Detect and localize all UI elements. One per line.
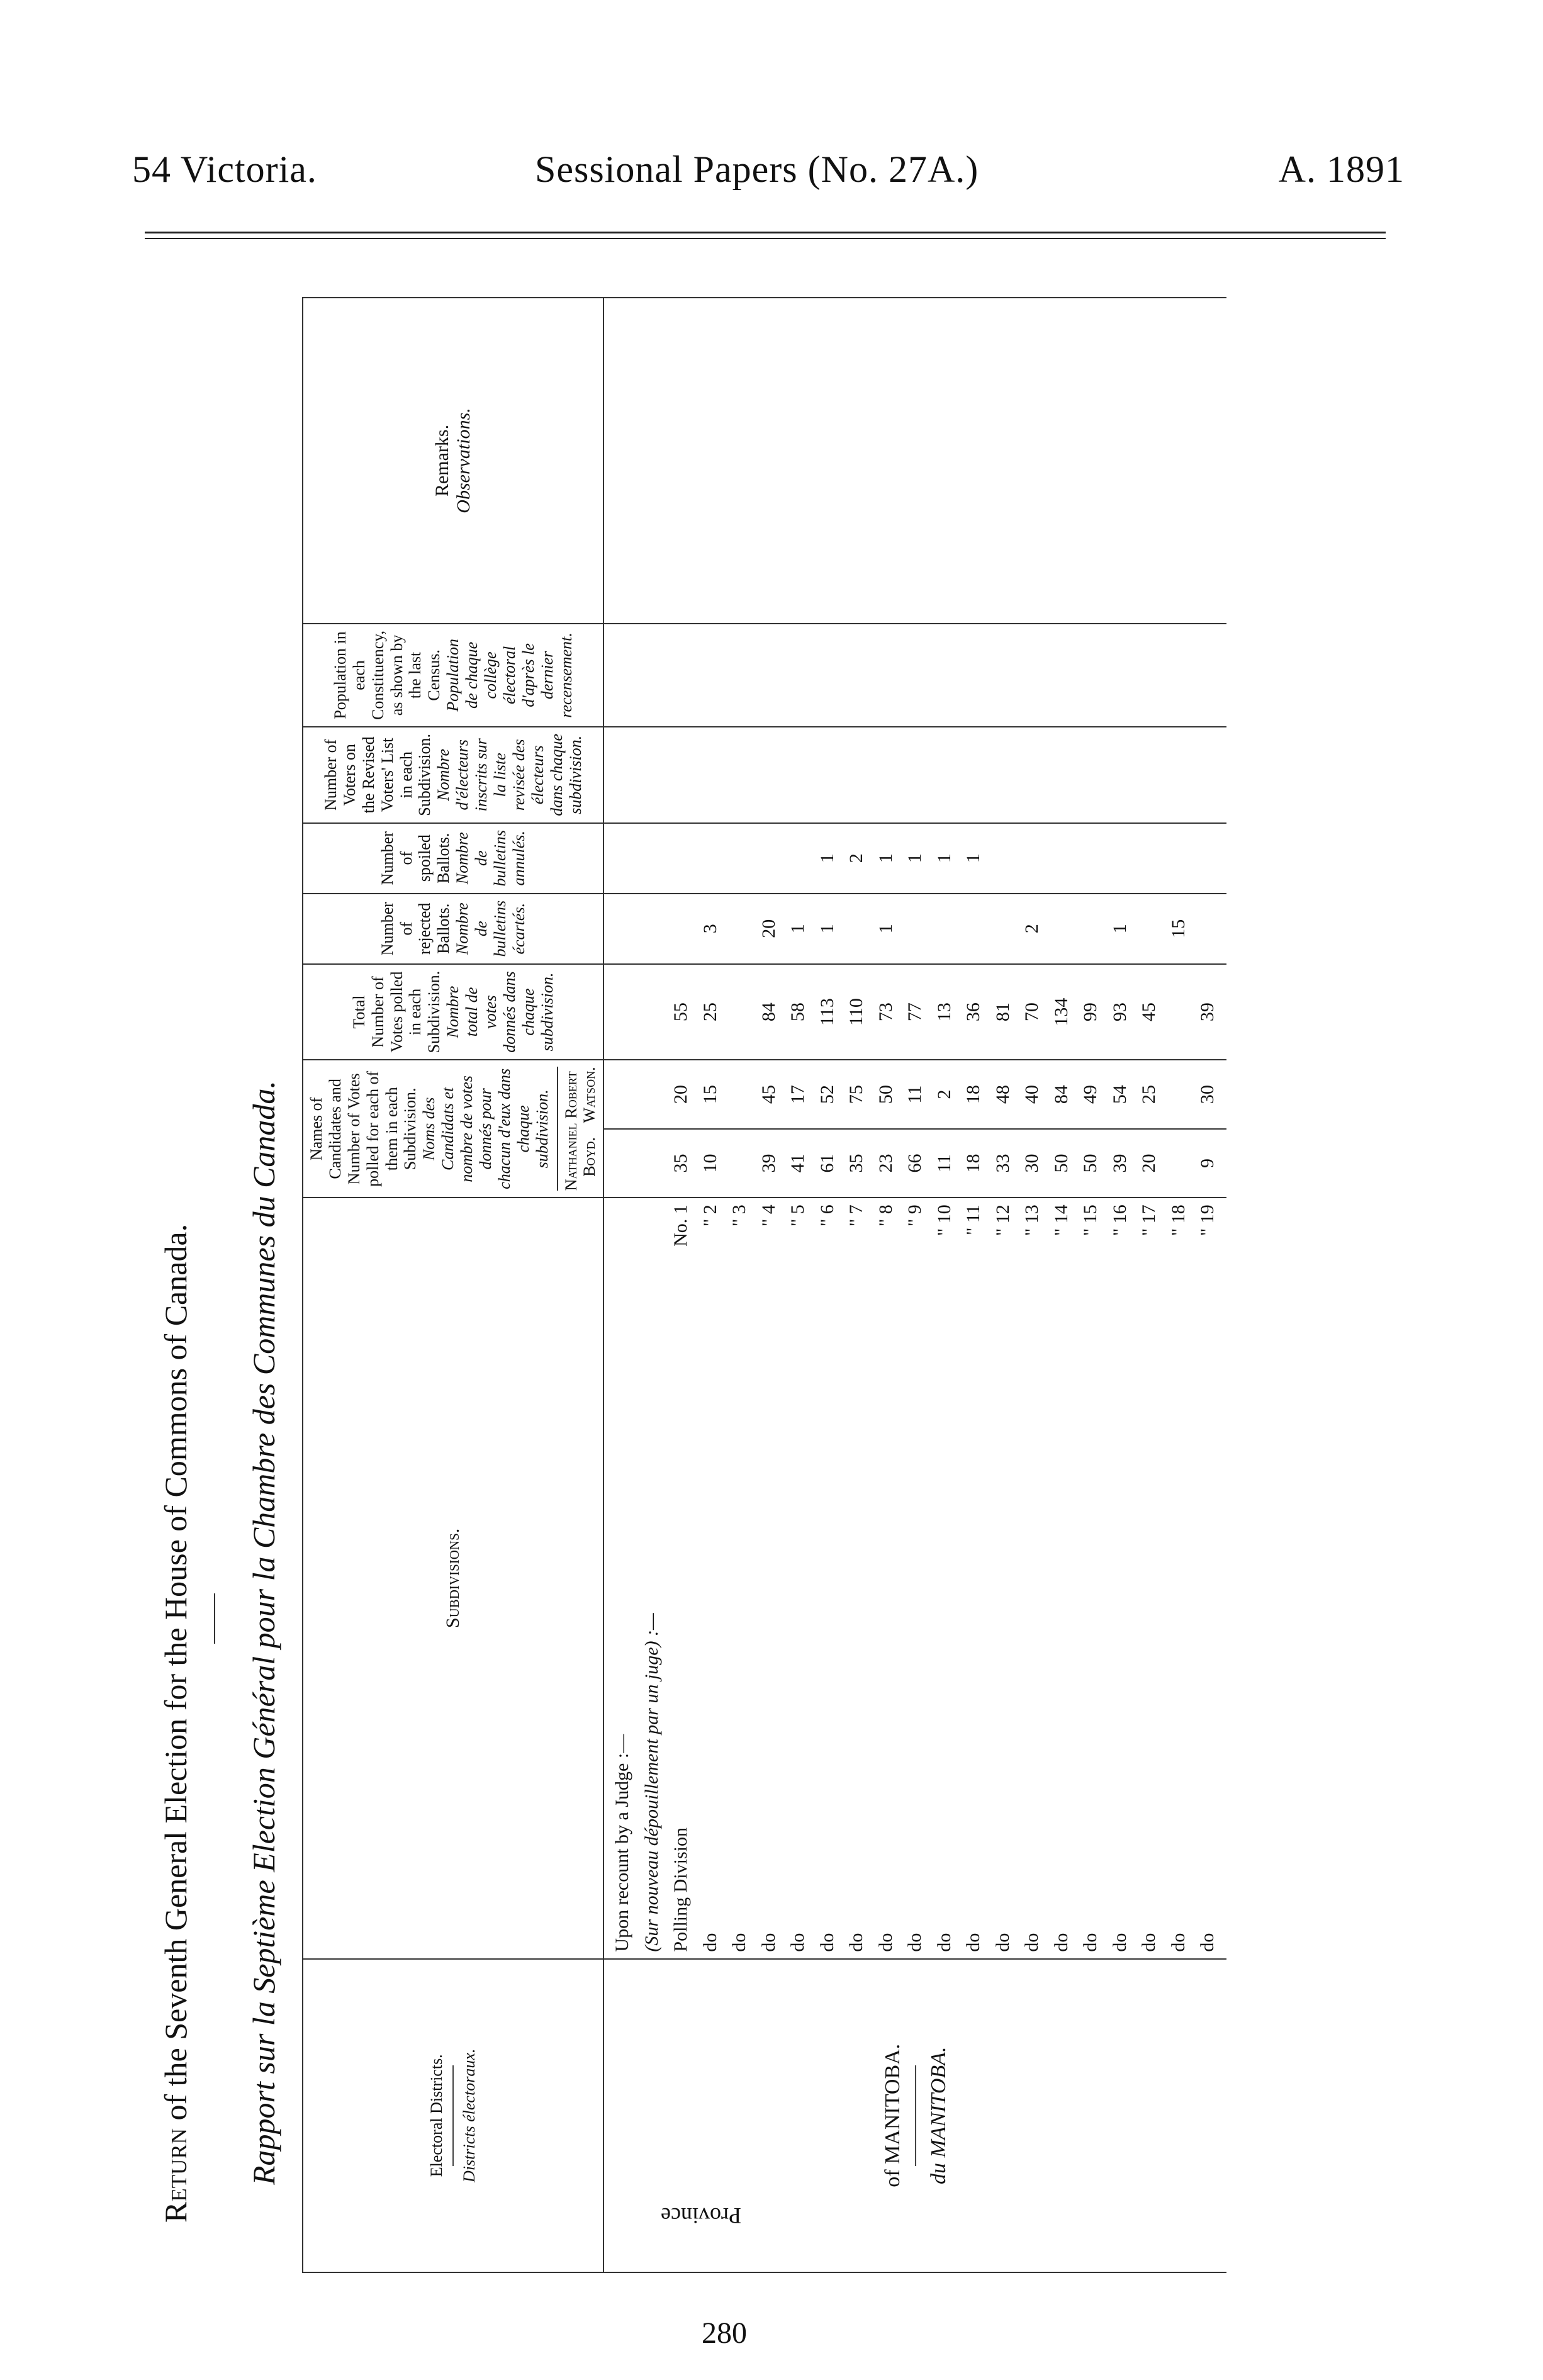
subdivision-row — [959, 1204, 989, 1951]
population-column — [603, 624, 1226, 727]
spoiled-cell — [1164, 830, 1194, 887]
header-total-fr: Nombre total de votes donnés dans chaque subdivision. — [444, 971, 556, 1053]
rejected-cell: 1 — [816, 924, 838, 934]
watson-cell: 75 — [846, 1085, 867, 1104]
candidate-boyd: Nathaniel Boyd. — [561, 1123, 599, 1191]
title-english-rest: of the Seventh General Election for the House of Commons of Canada. — [158, 1223, 193, 2121]
header-candidates-en: Names of Candidates and Number of Votes polled for each of them in each Subdivision. — [307, 1070, 420, 1187]
rejected-cell — [930, 901, 960, 957]
subdivision-row — [1164, 1204, 1194, 1951]
subdivision-row — [813, 1204, 843, 1951]
subdivision-number: " 10 — [933, 1204, 955, 1236]
total-cell: 36 — [963, 1002, 984, 1022]
spoiled-cell — [1076, 830, 1106, 887]
header-rule-thin — [145, 238, 1386, 239]
spoiled-cell: 1 — [963, 853, 984, 863]
subdivision-number: " 18 — [1167, 1204, 1189, 1236]
election-return-table — [302, 297, 1226, 2273]
subdivision-label: do — [963, 1933, 984, 1952]
boyd-votes-column — [603, 1129, 1226, 1198]
watson-cell: 25 — [1138, 1085, 1160, 1104]
watson-cell — [1164, 1067, 1194, 1121]
subdivision-number: " 8 — [875, 1204, 896, 1226]
boyd-cell: 66 — [904, 1154, 926, 1173]
subdivision-row — [1047, 1204, 1077, 1951]
subdivision-number: " 2 — [699, 1204, 721, 1226]
header-voters-fr: Nombre d'électeurs inscrits sur la liste revisée des électeurs dans chaque subdivision. — [434, 734, 585, 816]
header-districts-en: Electoral Districts. — [427, 2054, 446, 2177]
subdivision-number: " 6 — [816, 1204, 838, 1226]
boyd-cell — [725, 1136, 755, 1191]
running-head-center: Sessional Papers (No. 27A.) — [535, 149, 979, 190]
title-french: Rapport sur la Septième Election Général pour la Chambre des Communes du Canada. — [246, 1081, 281, 2185]
spoiled-cell — [783, 830, 813, 887]
total-cell: 25 — [699, 1002, 721, 1022]
rejected-cell — [1047, 901, 1077, 957]
total-cell: 99 — [1080, 1002, 1101, 1022]
subdivision-number: " 12 — [992, 1204, 1013, 1236]
subdivision-number: " 7 — [846, 1204, 867, 1226]
subdivision-row — [666, 1204, 696, 1951]
district-name-fr: du MANITOBA. — [926, 2046, 950, 2185]
title-divider — [214, 1593, 215, 1644]
total-cell: 39 — [1197, 1002, 1218, 1022]
header-population-en: Population in each Constituency, as shown by the last Census. — [330, 630, 444, 720]
header-population — [303, 624, 603, 727]
rejected-cell — [666, 901, 696, 957]
subdivision-label: do — [787, 1933, 809, 1952]
subdivision-label: Polling Division — [670, 1827, 692, 1952]
boyd-cell: 18 — [963, 1154, 984, 1173]
spacer — [608, 971, 637, 1053]
boyd-cell — [1164, 1136, 1194, 1191]
watson-cell: 17 — [787, 1085, 809, 1104]
rejected-cell — [989, 901, 1018, 957]
recount-note: Upon recount by a Judge :— — [612, 1734, 633, 1952]
header-remarks-fr: Observations. — [453, 408, 474, 514]
spoiled-cell — [1193, 830, 1223, 887]
total-cell: 134 — [1050, 997, 1072, 1026]
subdivision-row — [872, 1204, 901, 1951]
subdivision-number: " 4 — [758, 1204, 779, 1226]
spoiled-cell: 1 — [875, 853, 896, 863]
boyd-cell: 23 — [875, 1154, 896, 1173]
spoiled-cell — [725, 830, 755, 887]
subdivision-number: " 14 — [1050, 1204, 1072, 1236]
subdivision-label: do — [699, 1933, 721, 1952]
watson-cell: 54 — [1109, 1085, 1130, 1104]
spacer — [608, 1067, 637, 1121]
subdivision-row — [1018, 1204, 1047, 1951]
subdivision-number: " 19 — [1197, 1204, 1218, 1236]
spoiled-cell: 1 — [933, 853, 955, 863]
subdivision-label: do — [816, 1933, 838, 1952]
spacer — [608, 901, 637, 957]
spoiled-cell — [696, 830, 726, 887]
watson-cell: 2 — [933, 1089, 955, 1099]
district-rule — [915, 2065, 916, 2166]
watson-cell: 20 — [670, 1085, 692, 1104]
recount-note-fr: (Sur nouveau dépouillement par un juge) :— — [641, 1613, 662, 1952]
subdivision-row — [755, 1204, 784, 1951]
subdivision-number: " 9 — [904, 1204, 926, 1226]
total-cell: 81 — [992, 1002, 1013, 1022]
rejected-cell — [959, 901, 989, 957]
subdivision-number: " 11 — [963, 1204, 984, 1235]
subdivision-label: do — [1138, 1933, 1160, 1952]
watson-cell: 84 — [1050, 1085, 1072, 1104]
spoiled-cell: 1 — [816, 853, 838, 863]
subdivision-row — [901, 1204, 930, 1951]
subdivision-number: " 5 — [787, 1204, 809, 1226]
spoiled-ballots-column — [603, 823, 1226, 894]
candidate-names — [557, 1067, 600, 1191]
subdivision-label: do — [758, 1933, 779, 1952]
spoiled-cell — [666, 830, 696, 887]
header-voters — [303, 727, 603, 823]
boyd-cell: 10 — [699, 1154, 721, 1173]
rejected-cell — [901, 901, 930, 957]
header-rule — [145, 232, 1386, 233]
boyd-cell: 35 — [846, 1154, 867, 1173]
boyd-cell: 33 — [992, 1154, 1013, 1173]
header-candidates — [303, 1060, 603, 1198]
boyd-cell: 20 — [1138, 1154, 1160, 1173]
rejected-cell: 15 — [1167, 919, 1189, 938]
watson-cell: 50 — [875, 1085, 896, 1104]
header-rejected-fr: Nombre de bulletins écartés. — [453, 900, 528, 957]
watson-cell: 30 — [1197, 1085, 1218, 1104]
total-cell — [725, 971, 755, 1053]
subdivision-row — [1135, 1204, 1164, 1951]
rejected-cell: 3 — [699, 924, 721, 934]
watson-cell: 40 — [1021, 1085, 1043, 1104]
header-districts-rule — [452, 2065, 454, 2166]
total-cell: 84 — [758, 1002, 779, 1022]
rejected-cell: 20 — [758, 919, 779, 938]
total-cell: 93 — [1109, 1002, 1130, 1022]
total-votes-column — [603, 964, 1226, 1060]
spacer — [637, 830, 667, 887]
boyd-cell: 35 — [670, 1154, 692, 1173]
header-remarks — [303, 298, 603, 624]
header-spoiled-fr: Nombre de bulletins annulés. — [453, 829, 528, 887]
rejected-cell: 1 — [875, 924, 896, 934]
subdivision-number: " 16 — [1109, 1204, 1130, 1236]
subdivision-number: " 3 — [729, 1204, 750, 1226]
header-voters-en: Number of Voters on the Revised Voters' List in each Subdivision. — [321, 733, 434, 816]
subdivision-number: " 15 — [1080, 1204, 1101, 1236]
subdivision-label: do — [1197, 1933, 1218, 1952]
spacer — [637, 901, 667, 957]
boyd-cell: 41 — [787, 1154, 809, 1173]
subdivision-label: do — [1021, 1933, 1043, 1952]
subdivision-number: " 13 — [1021, 1204, 1043, 1236]
header-total-en: Total Number of Votes polled in each Subdivision. — [349, 970, 444, 1053]
total-cell: 45 — [1138, 1002, 1160, 1022]
spoiled-cell — [989, 830, 1018, 887]
subdivision-label: do — [904, 1933, 926, 1952]
header-rejected — [303, 894, 603, 964]
boyd-cell: 11 — [933, 1154, 955, 1172]
total-cell: 113 — [816, 998, 838, 1026]
total-cell: 70 — [1021, 1002, 1043, 1022]
header-candidates-fr: Noms des Candidats et nombre de votes donnés pour chacun d'eux dans chaque subdivision. — [420, 1068, 551, 1189]
rejected-cell — [1193, 901, 1223, 957]
spacer — [637, 971, 667, 1053]
total-cell: 58 — [787, 1002, 809, 1022]
spoiled-cell: 1 — [904, 853, 926, 863]
header-population-fr: Population de chaque collège électoral d'après le dernier recensement. — [444, 632, 575, 718]
total-cell: 73 — [875, 1002, 896, 1022]
subdivision-label: do — [1167, 1933, 1189, 1952]
subdivision-label: do — [875, 1933, 896, 1952]
boyd-cell: 39 — [758, 1154, 779, 1173]
spoiled-cell — [1047, 830, 1077, 887]
rejected-cell — [1076, 901, 1106, 957]
subdivision-row — [989, 1204, 1018, 1951]
remarks-column — [603, 298, 1226, 624]
province-label: Province — [661, 2203, 741, 2228]
watson-cell: 11 — [904, 1085, 926, 1104]
watson-cell: 49 — [1080, 1085, 1101, 1104]
header-subdivisions: Subdivisions. — [303, 1198, 603, 1958]
total-cell — [1164, 971, 1194, 1053]
subdivision-label: do — [1109, 1933, 1130, 1952]
boyd-cell: 39 — [1109, 1154, 1130, 1173]
total-cell: 55 — [670, 1002, 692, 1022]
header-districts — [303, 1959, 603, 2272]
watson-cell: 15 — [699, 1085, 721, 1104]
spacer — [608, 1136, 637, 1191]
running-head-left: 54 Victoria. — [132, 149, 317, 190]
subdivision-label: do — [933, 1933, 955, 1952]
header-total — [303, 964, 603, 1060]
watson-votes-column — [603, 1060, 1226, 1128]
total-cell: 13 — [933, 1002, 955, 1022]
spoiled-cell — [755, 830, 784, 887]
subdivision-row — [1076, 1204, 1106, 1951]
running-head-right: A. 1891 — [1278, 149, 1405, 190]
district-name: of MANITOBA. — [880, 2043, 904, 2187]
spoiled-cell: 2 — [846, 853, 867, 863]
subdivision-number: No. 1 — [670, 1204, 692, 1247]
boyd-cell: 50 — [1080, 1154, 1101, 1173]
header-spoiled — [303, 823, 603, 894]
subdivision-row — [783, 1204, 813, 1951]
watson-cell: 18 — [963, 1085, 984, 1104]
spoiled-cell — [1018, 830, 1047, 887]
header-remarks-en: Remarks. — [432, 424, 453, 497]
rejected-cell — [725, 901, 755, 957]
subdivision-label: do — [1080, 1933, 1101, 1952]
candidate-watson: Robert Watson. — [561, 1067, 599, 1123]
rejected-cell — [1135, 901, 1164, 957]
rejected-cell — [842, 901, 872, 957]
subdivision-row — [930, 1204, 960, 1951]
boyd-cell: 9 — [1197, 1159, 1218, 1169]
watson-cell: 52 — [816, 1085, 838, 1104]
spoiled-cell — [1135, 830, 1164, 887]
boyd-cell: 61 — [816, 1154, 838, 1173]
subdivision-row — [696, 1204, 726, 1951]
boyd-cell: 30 — [1021, 1154, 1043, 1173]
watson-cell: 45 — [758, 1085, 779, 1104]
subdivision-label: do — [1050, 1933, 1072, 1952]
boyd-cell: 50 — [1050, 1154, 1072, 1173]
watson-cell — [725, 1067, 755, 1121]
total-cell: 110 — [846, 998, 867, 1026]
page-folio: 280 — [702, 2316, 747, 2350]
subdivision-row — [1193, 1204, 1223, 1951]
subdivision-row — [1106, 1204, 1135, 1951]
total-cell: 77 — [904, 1002, 926, 1022]
spacer — [637, 1136, 667, 1191]
subdivision-list — [603, 1198, 1226, 1958]
subdivision-row — [725, 1204, 755, 1951]
rejected-cell: 2 — [1021, 924, 1043, 934]
header-rejected-en: Number of rejected Ballots. — [378, 902, 453, 956]
subdivision-row — [842, 1204, 872, 1951]
header-spoiled-en: Number of spoiled Ballots. — [378, 831, 453, 885]
spacer — [608, 830, 637, 887]
rejected-ballots-column — [603, 894, 1226, 964]
subdivision-label: do — [729, 1933, 750, 1952]
title-english — [157, 1224, 194, 2223]
header-districts-fr: Districts électoraux. — [460, 2048, 479, 2182]
voters-column — [603, 727, 1226, 823]
spacer — [637, 1067, 667, 1121]
subdivision-number: " 17 — [1138, 1204, 1160, 1236]
subdivision-label: do — [992, 1933, 1013, 1952]
rejected-cell: 1 — [1109, 924, 1130, 934]
watson-cell: 48 — [992, 1085, 1013, 1104]
subdivision-label: do — [846, 1933, 867, 1952]
spoiled-cell — [1106, 830, 1135, 887]
title-english-lead: Return — [158, 2128, 193, 2223]
rejected-cell: 1 — [787, 924, 809, 934]
